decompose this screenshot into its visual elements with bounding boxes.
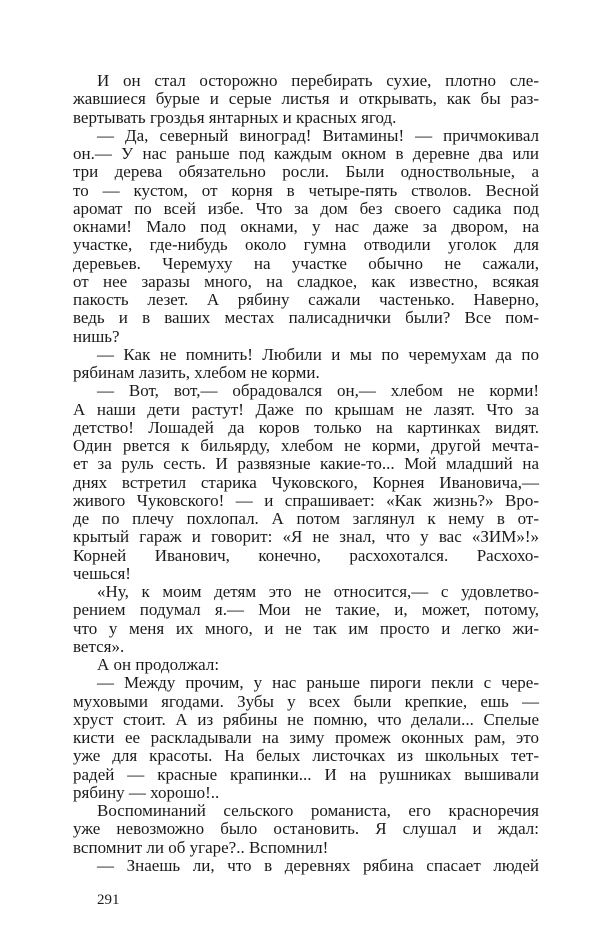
- text-line: кисти ее раскладывали на зиму промеж оконных рам, это: [73, 728, 539, 747]
- text-line: то — кустом, от корня в четыре-пять стволов. Весной: [73, 180, 539, 200]
- text-line: рябину — хорошо!..: [73, 782, 220, 802]
- text-line: де по плечу похлопал. А потом заглянул к нему в от-: [73, 509, 539, 528]
- text-line: И он стал осторожно перебирать сухие, плотно сле-: [97, 71, 539, 90]
- text-line: рением подумал я.— Мои не такие, и, может, потому,: [73, 600, 539, 620]
- text-line: «Ну, к моим детям это не относится,— с удовлетво-: [97, 582, 539, 601]
- text-line: Корней Иванович, конечно, расхохотался. Расхохо-: [73, 545, 539, 565]
- text-line: крытый гараж и говорит: «Я не знал, что у вас «ЗИМ»!»: [73, 527, 539, 547]
- text-line: детство! Лошадей да коров только на картинках видят.: [73, 417, 539, 437]
- text-line: он.— У нас раньше под каждым окном в деревне два или: [73, 144, 539, 163]
- text-line: ет за руль сесть. И развязные какие-то... Мой младший на: [73, 454, 539, 474]
- text-line: деревьев. Черемуху на участке обычно не сажали,: [73, 253, 539, 273]
- text-line: вертывать гроздья янтарных и красных ягод.: [73, 107, 397, 127]
- text-line: радей — красные крапинки... И на рушниках вышивали: [73, 764, 539, 784]
- text-line: пакость лезет. А рябину сажали частенько. Наверно,: [73, 290, 539, 309]
- text-line: Один рвется к бильярду, хлебом не корми, другой мечта-: [73, 436, 539, 455]
- text-line: участке, где-нибудь около гумна отводили уголок для: [73, 235, 539, 255]
- page-number: 291: [97, 892, 120, 908]
- text-line: — Между прочим, у нас раньше пироги пекли с чере-: [97, 673, 539, 693]
- text-line: вспомнит ли об угаре?.. Вспомнил!: [73, 837, 329, 857]
- text-line: ведь и в ваших местах палисаднички были? Все пом-: [73, 308, 539, 328]
- text-line: окнами! Мало под окнами, у нас даже за двором, на: [73, 217, 539, 236]
- text-line: чешься!: [73, 563, 131, 583]
- text-line: хруст стоит. А из рябины не помню, что делали... Спелые: [73, 709, 539, 729]
- text-line: А наши дети растут! Даже по крышам не лазят. Что за: [73, 399, 539, 419]
- text-line: — Да, северный виноград! Витамины! — причмокивал: [97, 125, 539, 145]
- text-line: что у меня их много, и не так им просто и легко жи-: [73, 618, 539, 638]
- text-line: уже невозможно было остановить. Я слушал и ждал:: [73, 819, 539, 839]
- body-text: [73, 72, 539, 875]
- text-line: Воспоминаний сельского романиста, его красноречия: [97, 801, 539, 820]
- text-line: А он продолжал:: [97, 655, 220, 674]
- text-line: рябинам лазить, хлебом не корми.: [73, 363, 320, 382]
- text-line: — Как не помнить! Любили и мы по черемухам да по: [97, 344, 539, 364]
- text-line: нишь?: [73, 326, 120, 346]
- text-line: аромат по всей избе. Что за дом без своего садика под: [73, 198, 539, 218]
- text-line: уже для красоты. На белых листочках из школьных тет-: [73, 746, 539, 766]
- text-line: жавшиеся бурые и серые листья и открывать, как бы раз-: [73, 89, 539, 109]
- text-line: три дерева обязательно росли. Были одноствольные, а: [73, 162, 539, 182]
- text-line: днях встретил старика Чуковского, Корнея Ивановича,—: [73, 472, 539, 492]
- text-line: живого Чуковского! — и спрашивает: «Как жизнь?» Вро-: [73, 490, 539, 510]
- text-line: вется».: [73, 636, 125, 656]
- text-line: муховыми ягодами. Зубы у всех были крепкие, ешь —: [73, 691, 539, 711]
- text-line: — Вот, вот,— обрадовался он,— хлебом не корми!: [97, 381, 539, 401]
- text-line: от нее заразы много, на сладкое, как известно, всякая: [73, 271, 539, 291]
- text-line: — Знаешь ли, что в деревнях рябина спасает людей: [97, 855, 539, 875]
